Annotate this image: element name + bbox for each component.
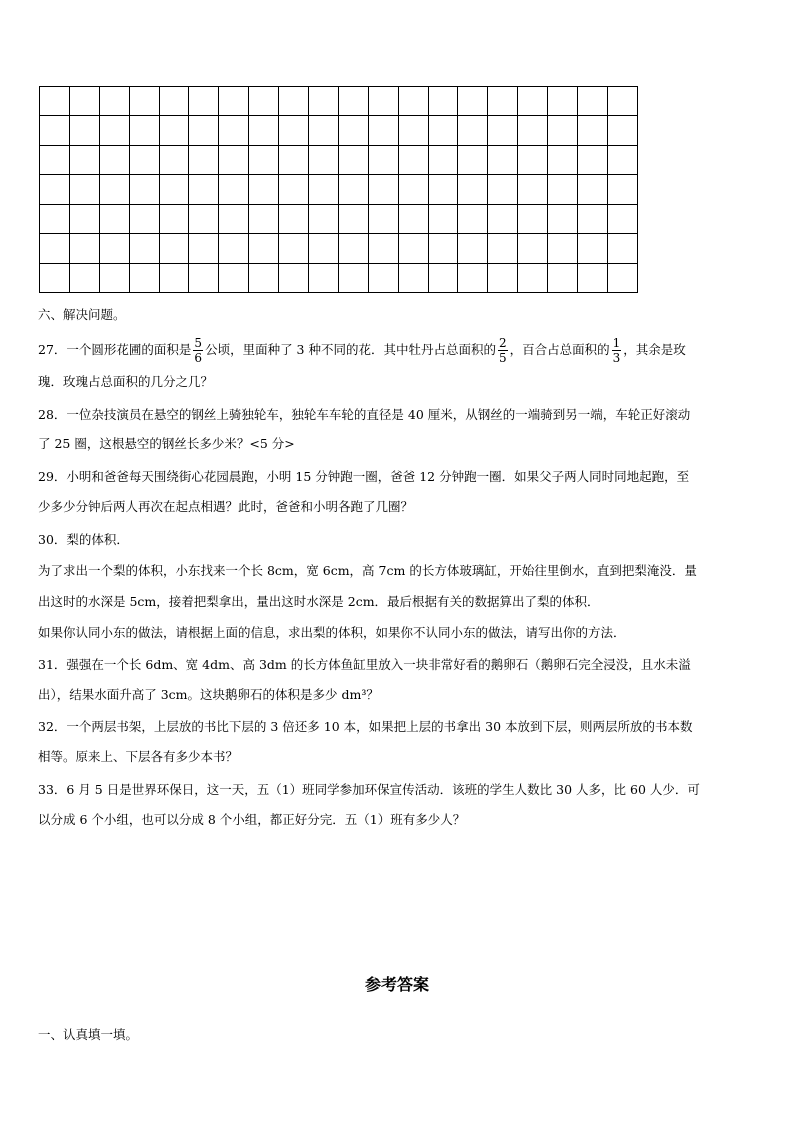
grid-cell [578, 145, 608, 174]
grid-cell [40, 116, 70, 145]
grid-cell [219, 175, 249, 204]
grid-cell [129, 234, 159, 263]
grid-cell [249, 175, 279, 204]
grid-cell [368, 204, 398, 233]
question-29-line-1: 29．小明和爸爸每天围绕街心花园晨跑，小明 15 分钟跑一圈，爸爸 12 分钟跑一圈．如果父子两人同时同地起跑，至 [38, 469, 690, 484]
grid-cell [159, 175, 189, 204]
question-28-line-1: 28．一位杂技演员在悬空的钢丝上骑独轮车，独轮车车轮的直径是 40 厘米，从钢丝的一端骑到另一端，车轮正好滚动 [38, 407, 691, 422]
grid-cell [338, 175, 368, 204]
grid-cell [69, 234, 99, 263]
grid-cell [488, 87, 518, 116]
grid-cell [518, 145, 548, 174]
grid-cell [368, 175, 398, 204]
fraction-1-3: $\frac{1}{3}$ [612, 336, 621, 365]
question-31-line-1: 31．强强在一个长 6dm、宽 4dm、高 3dm 的长方体鱼缸里放入一块非常好看的鹅卵石（鹅卵石完全浸没，且水未溢 [38, 657, 691, 672]
grid-cell [69, 175, 99, 204]
grid-cell [279, 116, 309, 145]
grid-cell [219, 87, 249, 116]
grid-cell [279, 87, 309, 116]
grid-cell [69, 116, 99, 145]
grid-cell [69, 87, 99, 116]
grid-cell [219, 145, 249, 174]
grid-cell [129, 175, 159, 204]
grid-cell [40, 175, 70, 204]
grid-cell [398, 263, 428, 292]
grid-cell [428, 87, 458, 116]
grid-cell [488, 116, 518, 145]
grid-cell [189, 204, 219, 233]
grid-cell [99, 87, 129, 116]
grid-cell [249, 204, 279, 233]
grid-cell [548, 204, 578, 233]
grid-cell [69, 204, 99, 233]
question-27-line-2: 瑰．玫瑰占总面积的几分之几？ [38, 374, 214, 389]
question-28-line-2: 了 25 圈，这根悬空的钢丝长多少米？<5 分> [38, 436, 295, 451]
question-32-line-1: 32．一个两层书架，上层放的书比下层的 3 倍还多 10 本，如果把上层的书拿出 30 本放到下层，则两层所放的书本数 [38, 719, 693, 734]
grid-cell [159, 116, 189, 145]
grid-cell [488, 263, 518, 292]
grid-cell [607, 116, 637, 145]
grid-cell [607, 204, 637, 233]
grid-cell [518, 263, 548, 292]
grid-cell [279, 204, 309, 233]
grid-cell [548, 145, 578, 174]
grid-cell [189, 263, 219, 292]
grid-cell [368, 116, 398, 145]
grid-cell [279, 263, 309, 292]
section-heading-6: 六、解决问题。 [38, 307, 126, 322]
grid-cell [488, 145, 518, 174]
grid-cell [309, 87, 339, 116]
grid-cell [69, 263, 99, 292]
grid-cell [40, 87, 70, 116]
grid-cell [219, 234, 249, 263]
grid-cell [129, 145, 159, 174]
grid-cell [428, 234, 458, 263]
grid-cell [99, 145, 129, 174]
question-30-line-1: 为了求出一个梨的体积，小东找来一个长 8cm，宽 6cm，高 7cm 的长方体玻璃缸，开始往里倒水，直到把梨淹没．量 [38, 563, 697, 578]
grid-cell [99, 234, 129, 263]
grid-cell [578, 234, 608, 263]
grid-cell [279, 234, 309, 263]
grid-cell [159, 204, 189, 233]
grid-row [40, 175, 638, 204]
grid-cell [219, 116, 249, 145]
grid-cell [548, 263, 578, 292]
grid-cell [548, 116, 578, 145]
grid-row [40, 87, 638, 116]
grid-cell [279, 145, 309, 174]
grid-cell [398, 145, 428, 174]
grid-cell [518, 204, 548, 233]
grid-cell [338, 87, 368, 116]
grid-cell [607, 145, 637, 174]
grid-cell [249, 263, 279, 292]
grid-cell [428, 263, 458, 292]
grid-cell [428, 145, 458, 174]
grid-cell [249, 234, 279, 263]
grid-cell [338, 145, 368, 174]
grid-row [40, 116, 638, 145]
grid-cell [398, 204, 428, 233]
grid-row [40, 204, 638, 233]
answers-title: 参考答案 [364, 975, 429, 994]
grid-cell [338, 234, 368, 263]
grid-cell [578, 116, 608, 145]
question-30-line-2: 出这时的水深是 5cm，接着把梨拿出，量出这时水深是 2cm．最后根据有关的数据算出了梨的体积． [38, 594, 600, 609]
grid-cell [99, 263, 129, 292]
grid-cell [189, 116, 219, 145]
grid-cell [607, 234, 637, 263]
grid-cell [398, 116, 428, 145]
grid-cell [488, 175, 518, 204]
grid-cell [129, 263, 159, 292]
question-30-line-3: 如果你认同小东的做法，请根据上面的信息，求出梨的体积，如果你不认同小东的做法，请写出你的方法． [38, 625, 626, 640]
grid-cell [458, 175, 488, 204]
grid-cell [338, 116, 368, 145]
question-29-line-2: 少多少分钟后两人再次在起点相遇？此时，爸爸和小明各跑了几圈？ [38, 499, 414, 514]
grid-cell [578, 87, 608, 116]
grid-cell [368, 145, 398, 174]
grid-cell [548, 87, 578, 116]
grid-cell [368, 87, 398, 116]
grid-cell [578, 204, 608, 233]
grid-cell [548, 175, 578, 204]
question-32-line-2: 相等。原来上、下层各有多少本书？ [38, 749, 239, 764]
grid-cell [309, 204, 339, 233]
grid-cell [249, 87, 279, 116]
grid-row [40, 234, 638, 263]
question-27-line-1: 27．一个圆形花圃的面积是 $\frac{5}{6}$ 公顷，里面种了 3 种不同的花．其中牡丹占总面积的 $\frac{2}{5}$ ，百合占总面积的 $\frac{1}{3}$ ，其余是玫 [38, 336, 686, 365]
grid-cell [398, 175, 428, 204]
grid-cell [458, 263, 488, 292]
grid-cell [578, 175, 608, 204]
grid-cell [458, 87, 488, 116]
grid-cell [129, 116, 159, 145]
grid-cell [488, 234, 518, 263]
grid-cell [398, 234, 428, 263]
grid-cell [338, 263, 368, 292]
grid-cell [129, 87, 159, 116]
question-33-line-2: 以分成 6 个小组，也可以分成 8 个小组，都正好分完．五（1）班有多少人？ [38, 812, 466, 827]
question-30-heading: 30．梨的体积． [38, 532, 129, 547]
grid-cell [607, 263, 637, 292]
grid-cell [607, 175, 637, 204]
grid-cell [159, 234, 189, 263]
grid-cell [398, 87, 428, 116]
grid-cell [189, 87, 219, 116]
grid-cell [428, 116, 458, 145]
grid-cell [219, 263, 249, 292]
grid-cell [458, 116, 488, 145]
question-31-line-2: 出），结果水面升高了 3cm。这块鹅卵石的体积是多少 dm³？ [38, 687, 379, 702]
grid-cell [548, 234, 578, 263]
grid-cell [518, 234, 548, 263]
grid-paper [39, 86, 638, 293]
grid-cell [428, 204, 458, 233]
grid-cell [368, 263, 398, 292]
grid-cell [189, 234, 219, 263]
grid-cell [309, 234, 339, 263]
grid-cell [578, 263, 608, 292]
grid-row [40, 145, 638, 174]
grid-cell [309, 175, 339, 204]
grid-cell [458, 145, 488, 174]
grid-cell [309, 263, 339, 292]
grid-cell [607, 87, 637, 116]
grid-cell [458, 234, 488, 263]
answers-section-1: 一、认真填一填。 [38, 1027, 139, 1042]
grid-cell [518, 87, 548, 116]
grid-cell [99, 116, 129, 145]
grid-cell [159, 87, 189, 116]
grid-cell [279, 175, 309, 204]
grid-cell [368, 234, 398, 263]
grid-cell [40, 263, 70, 292]
grid-row [40, 263, 638, 292]
grid-cell [40, 145, 70, 174]
grid-cell [189, 175, 219, 204]
grid-cell [518, 175, 548, 204]
grid-cell [69, 145, 99, 174]
grid-cell [99, 204, 129, 233]
question-33-line-1: 33．6 月 5 日是世界环保日，这一天，五（1）班同学参加环保宣传活动．该班的学生人数比 30 人多，比 60 人少．可 [38, 782, 700, 797]
grid-cell [40, 204, 70, 233]
grid-cell [488, 204, 518, 233]
grid-cell [129, 204, 159, 233]
grid-cell [249, 145, 279, 174]
grid-cell [309, 116, 339, 145]
grid-cell [338, 204, 368, 233]
grid-cell [40, 234, 70, 263]
grid-cell [458, 204, 488, 233]
grid-cell [159, 263, 189, 292]
fraction-5-6: $\frac{5}{6}$ [194, 336, 203, 365]
grid-cell [189, 145, 219, 174]
grid-cell [428, 175, 458, 204]
grid-cell [159, 145, 189, 174]
grid-cell [309, 145, 339, 174]
grid-cell [99, 175, 129, 204]
grid-cell [249, 116, 279, 145]
grid-cell [518, 116, 548, 145]
fraction-2-5: $\frac{2}{5}$ [498, 336, 507, 365]
grid-cell [219, 204, 249, 233]
